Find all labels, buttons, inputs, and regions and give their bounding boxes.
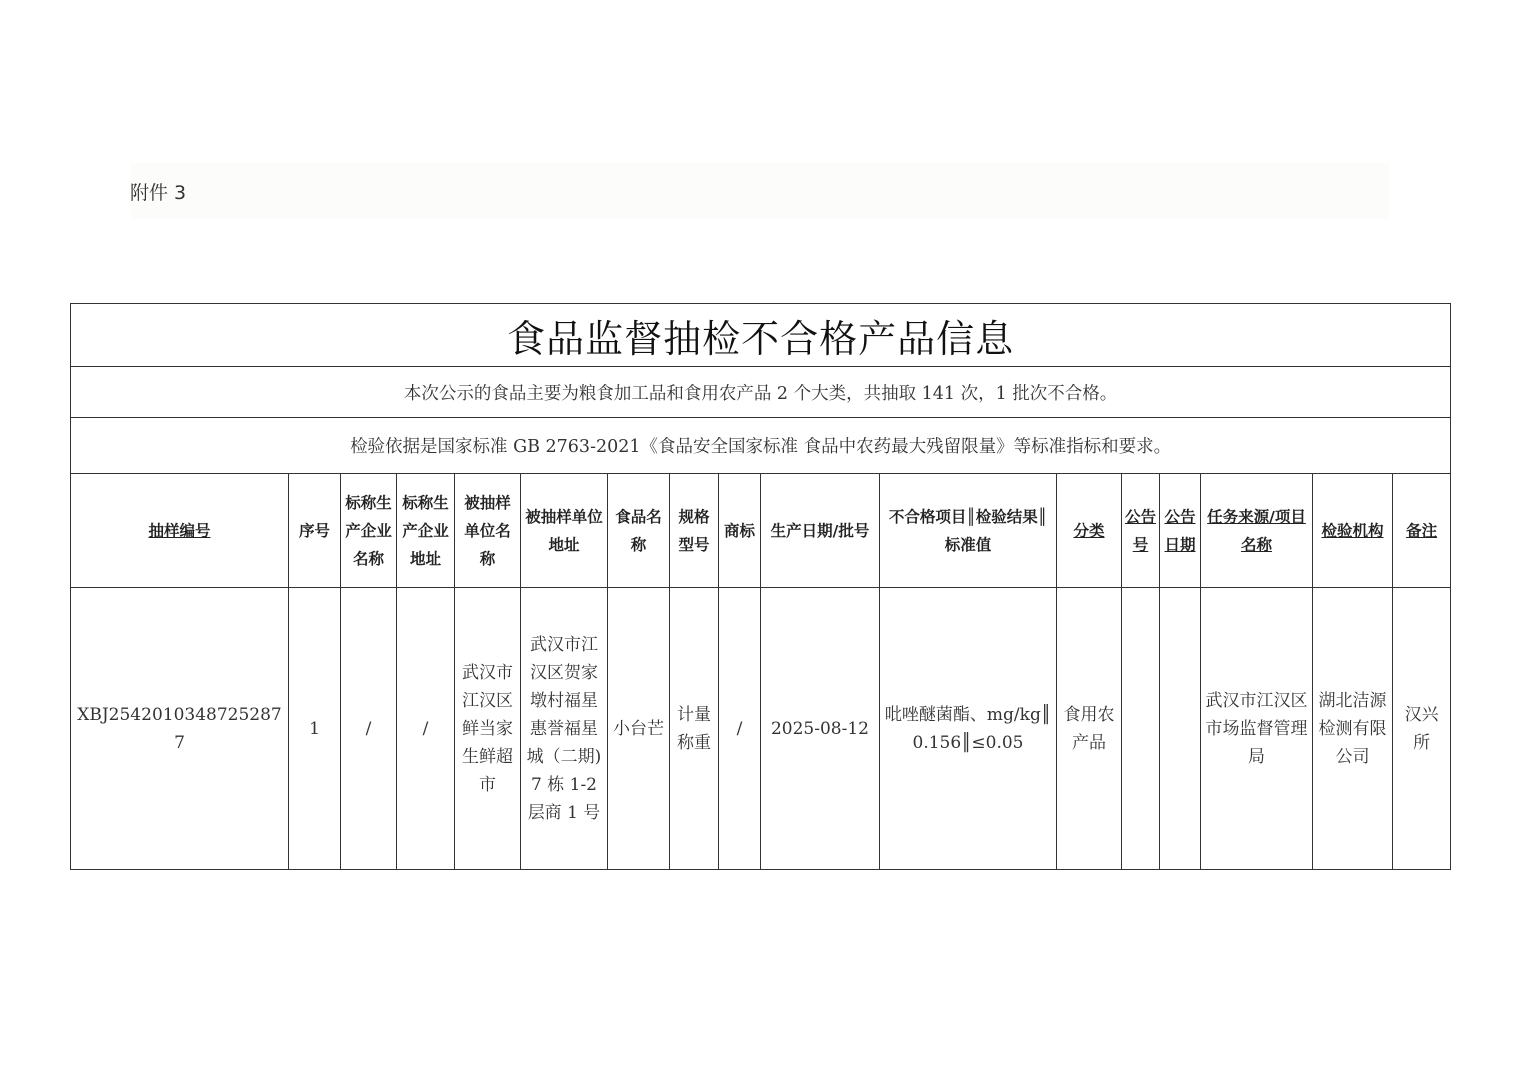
header-prod-date: 生产日期/批号: [761, 474, 880, 588]
header-category: 分类: [1057, 474, 1122, 588]
cell-brand: /: [719, 588, 761, 870]
cell-sampled-unit: 武汉市江汉区鲜当家生鲜超市: [455, 588, 521, 870]
header-lab: 检验机构: [1313, 474, 1393, 588]
cell-notice-date: [1160, 588, 1201, 870]
table-row: [71, 588, 1451, 870]
header-spec: 规格型号: [670, 474, 719, 588]
cell-sample-no: XBJ25420103487252877: [71, 588, 289, 870]
cell-prod-date: 2025-08-12: [761, 588, 880, 870]
cell-food-name: 小台芒: [608, 588, 670, 870]
attachment-label: 附件 3: [130, 182, 187, 204]
header-notice-no: 公告号: [1122, 474, 1160, 588]
cell-mfr-addr: /: [397, 588, 455, 870]
header-sample-no: 抽样编号: [71, 474, 289, 588]
header-mfr-name: 标称生产企业名称: [341, 474, 397, 588]
cell-remark: 汉兴所: [1393, 588, 1451, 870]
header-sampled-addr: 被抽样单位地址: [521, 474, 608, 588]
header-food-name: 食品名称: [608, 474, 670, 588]
cell-task-source: 武汉市江汉区市场监督管理局: [1201, 588, 1313, 870]
cell-spec: 计量称重: [670, 588, 719, 870]
cell-sampled-addr: 武汉市江汉区贺家墩村福星惠誉福星城（二期)7 栋 1-2 层商 1 号: [521, 588, 608, 870]
cell-failed-item: 吡唑醚菌酯、mg/kg║0.156║≤0.05: [880, 588, 1057, 870]
report-title: 食品监督抽检不合格产品信息: [71, 304, 1451, 367]
cell-mfr-name: /: [341, 588, 397, 870]
header-task-source: 任务来源/项目名称: [1201, 474, 1313, 588]
cell-notice-no: [1122, 588, 1160, 870]
cell-lab: 湖北洁源检测有限公司: [1313, 588, 1393, 870]
header-sampled-unit: 被抽样单位名称: [455, 474, 521, 588]
header-failed-item: 不合格项目║检验结果║标准值: [880, 474, 1057, 588]
header-brand: 商标: [719, 474, 761, 588]
header-mfr-addr: 标称生产企业地址: [397, 474, 455, 588]
header-remark: 备注: [1393, 474, 1451, 588]
cell-seq: 1: [289, 588, 341, 870]
header-seq: 序号: [289, 474, 341, 588]
cell-category: 食用农产品: [1057, 588, 1122, 870]
inspection-basis-line: 检验依据是国家标准 GB 2763-2021《食品安全国家标准 食品中农药最大残留限量》等标准指标和要求。: [71, 418, 1451, 474]
attachment-band: [130, 163, 1390, 219]
report-table: [70, 303, 1451, 870]
table-header-row: [71, 474, 1451, 588]
summary-line: 本次公示的食品主要为粮食加工品和食用农产品 2 个大类，共抽取 141 次，1 批次不合格。: [71, 367, 1451, 418]
header-notice-date: 公告日期: [1160, 474, 1201, 588]
